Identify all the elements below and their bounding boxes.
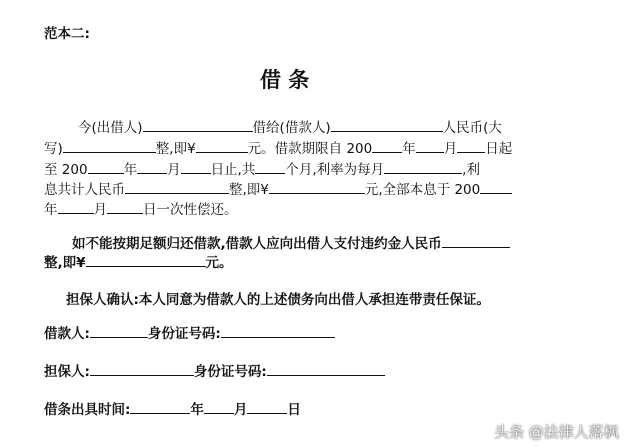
penalty-number-blank[interactable] [86,254,206,267]
text-segment: 月 [443,141,458,157]
watermark: 头条 @法律人落枫 [494,423,619,441]
text-segment: 月 [93,202,107,218]
text-segment: 至 200 [44,162,88,178]
start-year-blank[interactable] [372,140,402,153]
issue-month-blank[interactable] [204,401,234,414]
lender-label: 今(出借人) [78,120,143,136]
guarantor-sign-label: 担保人: [44,364,90,380]
lender-blank[interactable] [143,119,253,132]
body-line-3 [44,158,480,178]
borrower-sign-label: 借款人: [44,326,90,342]
borrower-label: 借给(借款人) [252,120,331,136]
text-segment: 元,全部本息于 200 [364,182,481,198]
text-segment: 月 [233,402,248,418]
penalty-uppercase-blank[interactable] [442,235,510,248]
borrower-blank[interactable] [331,119,443,132]
currency-label: 人民币(大 [442,120,502,136]
document-title: 借 条 [260,68,310,92]
guarantor-signature-line [44,360,385,380]
borrower-sign-blank[interactable] [90,325,148,338]
text-segment: 日起 [485,141,513,157]
text-segment: 写) [44,141,63,157]
end-day-blank[interactable] [181,161,211,174]
body-line-2 [44,137,512,157]
issue-date-label: 借条出具时间: [44,402,131,418]
guarantor-id-blank[interactable] [267,363,385,376]
text-segment: 年 [402,141,416,157]
guarantee-statement: 担保人确认:本人同意为借款人的上述债务向出借人承担连带责任保证。 [66,292,490,308]
borrower-id-blank[interactable] [221,325,335,338]
repay-month-blank[interactable] [58,201,94,214]
penalty-line-2 [44,251,233,271]
end-month-blank[interactable] [137,161,167,174]
start-day-blank[interactable] [457,140,485,153]
issue-day-blank[interactable] [247,401,287,414]
text-segment: 年 [44,202,58,218]
borrower-id-label: 身份证号码: [147,326,221,342]
text-segment: 整,即¥ [44,255,86,271]
start-month-blank[interactable] [416,140,444,153]
text-segment: 日一次性偿还。 [143,202,238,218]
borrower-signature-line [44,322,335,342]
issue-year-blank[interactable] [130,401,190,414]
issue-date-line [44,398,301,418]
amount-number-blank[interactable] [196,140,248,153]
repay-year-blank[interactable] [480,181,512,194]
guarantor-sign-blank[interactable] [90,363,194,376]
text-segment: 年 [190,402,204,418]
text-segment: 日止,共 [210,162,256,178]
interest-number-blank[interactable] [269,181,365,194]
text-segment: 整,即¥ [155,141,196,157]
penalty-line-1 [72,232,510,252]
template-label: 范本二: [44,26,90,42]
months-blank[interactable] [255,161,285,174]
interest-rate-blank[interactable] [384,161,462,174]
penalty-text: 如不能按期足额归还借款,借款人应向出借人支付违约金人民币 [72,236,442,252]
body-line-4 [44,178,512,198]
text-segment: 元。 [205,255,233,271]
text-segment: 月 [167,162,181,178]
interest-uppercase-blank[interactable] [125,181,229,194]
text-segment: 年 [123,162,138,178]
text-segment: 个月,利率为每月 [285,162,385,178]
text-segment: 整,即¥ [229,182,269,198]
body-line-5 [44,198,238,218]
text-segment: ,利 [462,162,480,178]
text-segment: 日 [287,402,301,418]
guarantor-id-label: 身份证号码: [193,364,267,380]
text-segment: 元。借款期限自 200 [247,141,373,157]
end-year-blank[interactable] [88,161,124,174]
text-segment: 息共计人民币 [44,182,125,198]
body-line-1 [78,116,502,136]
amount-uppercase-blank[interactable] [63,140,156,153]
repay-day-blank[interactable] [107,201,143,214]
